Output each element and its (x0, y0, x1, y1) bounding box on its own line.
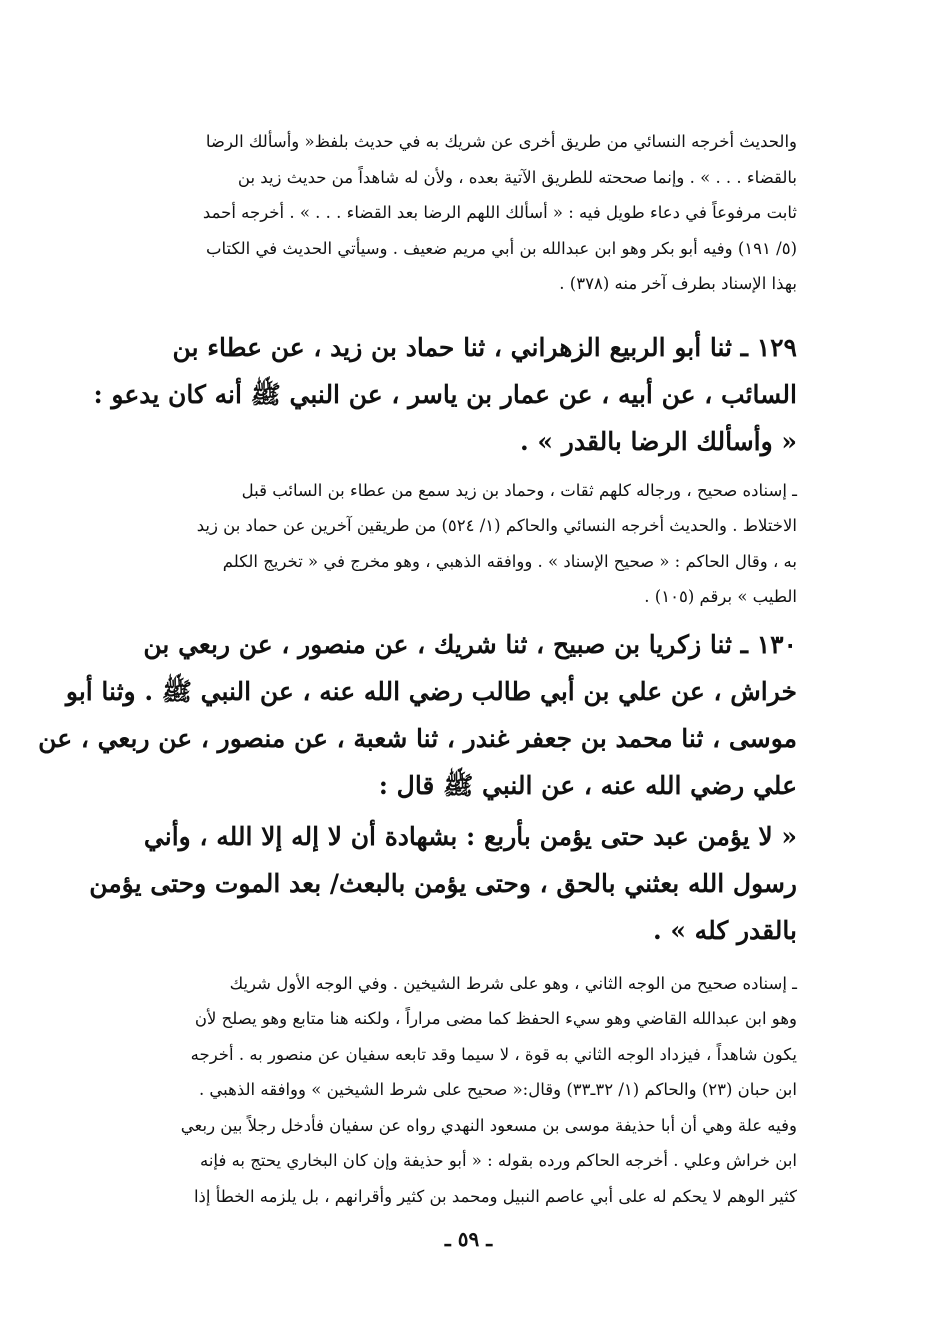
text-line: به ، وقال الحاكم : « صحيح الإسناد » . ووافقه الذهبي ، وهو مخرج في « تخريج الكلم (222, 551, 797, 571)
text-line: وفيه علة وهي أن أبا حذيفة موسى بن مسعود النهدي رواه عن سفيان فأدخل رجلاً بين ربعي (180, 1115, 797, 1135)
page-number: ـ ٥٩ ـ (444, 1227, 493, 1251)
hadith-line: ١٣٠ ـ ثنا زكريا بن صبيح ، ثنا شريك ، عن منصور ، عن ربعي بن (143, 629, 797, 659)
hadith-line: السائب ، عن أبيه ، عن عمار بن ياسر ، عن النبي ﷺ أنه كان يدعو : (93, 379, 797, 409)
text-line: كثير الوهم لا يحكم له على أبي عاصم النبيل ومحمد بن كثير وأقرانهم ، بل يلزمه الخطأ إذا (193, 1186, 797, 1206)
hadith-line: ١٢٩ ـ ثنا أبو الربيع الزهراني ، ثنا حماد بن زيد ، عن عطاء بن (172, 332, 797, 362)
text-line: وهو ابن عبدالله القاضي وهو سيء الحفظ كما مضى مراراً ، ولكنه هنا متابع وهو يصلح لأن (194, 1009, 797, 1028)
hadith-line: علي رضي الله عنه ، عن النبي ﷺ قال : (378, 770, 797, 800)
text-line: ثابت مرفوعاً في دعاء طويل فيه : « أسألك اللهم الرضا بعد القضاء . . . » . أخرجه أحمد (202, 203, 797, 222)
hadith-line: « وأسألك الرضا بالقدر » . (520, 426, 797, 456)
footnote-hadith-130 (118, 966, 797, 1215)
text-line: (٥/ ١٩١) وفيه أبو بكر وهو ابن عبدالله بن أبي مريم ضعيف . وسيأتي الحديث في الكتاب (206, 238, 797, 258)
footnote-previous-hadith (118, 124, 797, 302)
text-line: بهذا الإسناد بطرف آخر منه (٣٧٨) . (559, 274, 797, 293)
hadith-line: رسول الله بعثني بالحق ، وحتى يؤمن بالبعث/ بعد الموت وحتى يؤمن (89, 868, 797, 898)
hadith-130-matn (89, 813, 797, 954)
text-line: ابن حبان (٢٣) والحاكم (١/ ٣٢ـ٣٣) وقال:« صحيح على شرط الشيخين » ووافقه الذهبي . (198, 1080, 797, 1099)
text-line: والحديث أخرجه النسائي من طريق أخرى عن شريك به في حديث بلفظ« وأسألك الرضا (205, 132, 797, 151)
footnote-hadith-129 (118, 473, 797, 615)
text-line: الاختلاط . والحديث أخرجه النسائي والحاكم (١/ ٥٢٤) من طريقين آخرين عن حماد بن زيد (196, 516, 797, 535)
text-line: ابن خراش وعلي . أخرجه الحاكم ورده بقوله : « أبو حذيفة وإن كان البخاري يحتج به فإنه (199, 1151, 797, 1170)
hadith-line: موسى ، ثنا محمد بن جعفر غندر ، ثنا شعبة ، عن منصور ، عن ربعي ، عن (38, 723, 797, 753)
hadith-130-isnad (38, 621, 797, 809)
text-line: بالقضاء . . . » . وإنما صححته للطريق الآتية بعده ، ولأن له شاهداً من حديث زيد بن (237, 167, 797, 187)
hadith-129 (93, 324, 797, 465)
text-line: الطيب » برقم (١٠٥) . (644, 587, 797, 606)
text-line: يكون شاهداً ، فيزداد الوجه الثاني به قوة ، لا سيما وقد تابعه سفيان عن منصور به . أخرجه (190, 1044, 797, 1064)
hadith-line: « لا يؤمن عبد حتى يؤمن بأربع : بشهادة أن لا إله إلا الله ، وأني (143, 821, 797, 851)
text-line: ـ إسناده صحيح ، ورجاله كلهم ثقات ، وحماد بن زيد سمع من عطاء بن السائب قبل (241, 480, 797, 500)
text-line: ـ إسناده صحيح من الوجه الثاني ، وهو على شرط الشيخين . وفي الوجه الأول شريك (229, 973, 797, 993)
hadith-line: خراش ، عن علي بن أبي طالب رضي الله عنه ، عن النبي ﷺ . وثنا أبو (65, 676, 797, 706)
hadith-line: بالقدر كله » . (652, 915, 797, 945)
